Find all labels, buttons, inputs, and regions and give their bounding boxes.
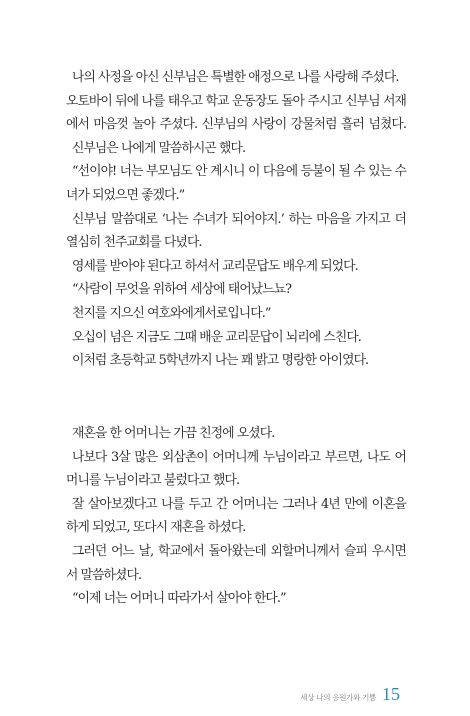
text-line: 잘 살아보겠다고 나를 두고 간 어머니는 그러나 4년 만에 이혼을 (72, 496, 406, 512)
text-line: 나의 사정을 아신 신부님은 특별한 애정으로 나를 사랑해 주셨다. (72, 70, 399, 85)
text-line: “이제 너는 어머니 따라가서 살아야 한다.” (72, 591, 286, 607)
running-footer-title: 세상 나의 응원가와 기쁨 (300, 693, 376, 702)
text-line: 오십이 넘은 지금도 그때 배운 교리문답이 뇌리에 스친다. (72, 329, 361, 345)
text-line: 오토바이 뒤에 나를 태우고 학교 운동장도 돌아 주시고 신부님 서재 (66, 93, 406, 109)
text-line: 하게 되었고, 또다시 재혼을 하셨다. (66, 520, 246, 536)
text-line: 머니를 누님이라고 불렀다고 했다. (66, 473, 240, 489)
text-line: 에서 마음껏 놀아 주셨다. 신부님의 사랑이 강물처럼 흘러 넘쳤다. (66, 117, 406, 133)
text-line: 열심히 천주교회를 다녔다. (66, 235, 202, 251)
text-line: 신부님 말씀대로 ‘나는 수녀가 되어야지.’ 하는 마음을 가지고 더 (72, 211, 406, 227)
text-line: 그러던 어느 날, 학교에서 돌아왔는데 외할머니께서 슬피 우시면 (72, 543, 406, 559)
text-line: “사람이 무엇을 위하여 세상에 태어났느뇨? (72, 282, 292, 298)
page-footer (300, 684, 400, 705)
text-line: 영세를 받아야 된다고 하셔서 교리문답도 배우게 되었다. (72, 258, 358, 274)
text-line: 나보다 3살 많은 외삼촌이 어머니께 누님이라고 부르면, 나도 어 (72, 449, 406, 465)
text-line: 이처럼 초등학교 5학년까지 나는 꽤 밝고 명랑한 아이였다. (72, 353, 369, 369)
text-line: 녀가 되었으면 좋겠다.” (66, 187, 185, 203)
text-line: “선이야! 너는 부모님도 안 계시니 이 다음에 등불이 될 수 있는 수 (72, 164, 406, 180)
text-line: 천지를 지으신 여호와에게서로입니다.” (72, 305, 271, 321)
text-line: 서 말씀하셨다. (66, 567, 142, 583)
text-section-bottom (66, 422, 406, 611)
text-section-top (66, 66, 406, 373)
text-line: 재혼을 한 어머니는 가끔 친정에 오셨다. (72, 426, 275, 441)
text-line: 신부님은 나에게 말씀하시곤 했다. (72, 140, 246, 156)
page-number: 15 (382, 684, 400, 704)
